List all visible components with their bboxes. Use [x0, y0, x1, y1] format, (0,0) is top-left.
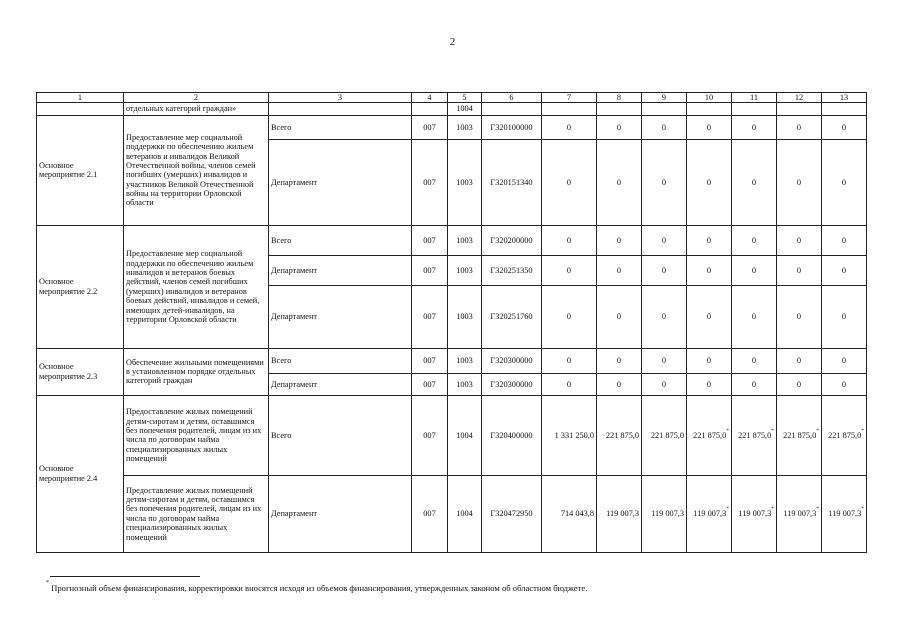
table-row [37, 395, 867, 475]
cell-value: Г320251760 [482, 285, 542, 348]
cell-value: 1 331 250,0 [542, 395, 597, 475]
cell-value: 221 875,0 [642, 395, 687, 475]
cell-value: 0 [597, 285, 642, 348]
cell-value: Г320472950 [482, 475, 542, 552]
cell-value: 0 [642, 225, 687, 255]
cell-value: 0 [597, 373, 642, 395]
cell-value: 0 [822, 255, 867, 285]
footnote-mark: * [726, 427, 729, 434]
cell-value: 119 007,3 [597, 475, 642, 552]
cell-value: 007 [412, 395, 448, 475]
cell-value: 0 [777, 348, 822, 373]
executor: Департамент [269, 285, 412, 348]
measure-description: Предоставление мер социальной поддержки по обеспечению жильем инвалидов и ветеранов боевых действий, членов семей погибших (умерших) инвалидов и ветеранов боевых действий, инвалидов и семей, имеющих детей-инвалидов, на территории Орловской области [124, 225, 269, 348]
cell-value: 1003 [448, 225, 482, 255]
cell-value: 0 [732, 348, 777, 373]
cell-value: 1004 [448, 475, 482, 552]
continuation-code: 1004 [448, 103, 482, 115]
cell-value: 0 [542, 348, 597, 373]
measure-description: Предоставление жилых помещений детям-сиротам и детям, оставшимся без попечения родителей, лицам из их числа по договорам найма специализированных жилых помещений [124, 475, 269, 552]
cell-value: 007 [412, 225, 448, 255]
footnote-text: Прогнозный объем финансирования, корректировки вносятся исходя из объемов финансирования, утвержденных законом об областном бюджете. [51, 583, 588, 593]
cell-value: 007 [412, 348, 448, 373]
cell-value: Г320200000 [482, 225, 542, 255]
footnote-separator [50, 576, 200, 577]
cell-value: Г320251350 [482, 255, 542, 285]
cell-value: 1003 [448, 348, 482, 373]
cell-value: 0 [642, 348, 687, 373]
cell-value: 0 [732, 115, 777, 139]
footnote-mark: * [861, 427, 864, 434]
cell-value: 119 007,3 [783, 509, 817, 519]
cell-value: 0 [822, 373, 867, 395]
cell-value: 714 043,8 [542, 475, 597, 552]
cell-value: 0 [597, 348, 642, 373]
executor: Департамент [269, 373, 412, 395]
cell-value: 0 [642, 373, 687, 395]
cell-value: 0 [597, 139, 642, 225]
cell-value: 0 [732, 373, 777, 395]
executor: Всего [269, 395, 412, 475]
cell-value: 0 [732, 255, 777, 285]
cell-value: 221 875,0 [828, 430, 862, 440]
cell-value: 007 [412, 285, 448, 348]
cell-value: 221 875,0 [738, 430, 772, 440]
cell-value: Г320151340 [482, 139, 542, 225]
cell-value: 0 [542, 373, 597, 395]
cell-value: 0 [542, 255, 597, 285]
executor: Департамент [269, 475, 412, 552]
executor: Всего [269, 115, 412, 139]
cell-value: Г320300000 [482, 348, 542, 373]
measure-description: Обеспечение жильными помещениями в установленном порядке отдельных категорий граждан [124, 348, 269, 395]
footnote-mark: * [771, 427, 774, 434]
cell-value: 007 [412, 115, 448, 139]
measure-description: Предоставление мер социальной поддержки по обеспечению жильем ветеранов и инвалидов Великой Отечественной войны, членов семей погибших (умерших) инвалидов и участников Великой Отечественной войны на территории Орловской области [124, 115, 269, 225]
cell-value: 0 [822, 115, 867, 139]
cell-value: 221 875,0 [693, 430, 727, 440]
cell-value: 0 [542, 115, 597, 139]
table-row [37, 475, 867, 552]
cell-value: 1003 [448, 139, 482, 225]
measure-name: Основное мероприятие 2.4 [37, 395, 124, 552]
cell-value: 119 007,3 [738, 509, 772, 519]
footnote-mark: * [726, 506, 729, 513]
col-header: 2 [124, 93, 269, 103]
cell-value: Г320100000 [482, 115, 542, 139]
continuation-row [37, 103, 867, 115]
cell-value: 0 [687, 285, 732, 348]
cell-value: 0 [777, 285, 822, 348]
cell-value: 0 [777, 225, 822, 255]
cell-value: Г320400000 [482, 395, 542, 475]
measure-name: Основное мероприятие 2.2 [37, 225, 124, 348]
cell-value: 0 [732, 225, 777, 255]
table-row [37, 348, 867, 373]
footnote-mark: * [816, 506, 819, 513]
cell-value: 0 [687, 348, 732, 373]
col-header: 6 [482, 93, 542, 103]
cell-value: 0 [777, 255, 822, 285]
cell-value: 0 [822, 348, 867, 373]
cell-value: 0 [732, 139, 777, 225]
cell-value: 0 [642, 115, 687, 139]
continuation-text: отдельных категорий граждан» [124, 103, 269, 115]
executor: Всего [269, 348, 412, 373]
col-header: 12 [777, 93, 822, 103]
col-header: 9 [642, 93, 687, 103]
col-header: 8 [597, 93, 642, 103]
cell-value: 0 [542, 225, 597, 255]
col-header: 3 [269, 93, 412, 103]
cell-value: 0 [597, 115, 642, 139]
cell-value: 0 [597, 255, 642, 285]
cell-value: 0 [642, 139, 687, 225]
cell-value: 0 [822, 285, 867, 348]
table-row [37, 225, 867, 255]
cell-value: 0 [687, 115, 732, 139]
cell-value: 0 [777, 115, 822, 139]
executor: Департамент [269, 255, 412, 285]
page-number: 2 [449, 36, 456, 48]
footnote-mark: * [816, 427, 819, 434]
cell-value: 007 [412, 255, 448, 285]
cell-value: 007 [412, 373, 448, 395]
measure-name: Основное мероприятие 2.3 [37, 348, 124, 395]
col-header: 13 [822, 93, 867, 103]
col-header: 11 [732, 93, 777, 103]
header-row [37, 93, 867, 103]
cell-value: 0 [597, 225, 642, 255]
cell-value: 0 [642, 285, 687, 348]
executor: Всего [269, 225, 412, 255]
measure-description: Предоставление жилых помещений детям-сиротам и детям, оставшимся без попечения родителей, лицам из их числа по договорам найма специализированных жилых помещений [124, 395, 269, 475]
cell-value: 1003 [448, 255, 482, 285]
executor: Департамент [269, 139, 412, 225]
cell-value: 0 [732, 285, 777, 348]
cell-value: 1003 [448, 373, 482, 395]
cell-value: 0 [542, 285, 597, 348]
col-header: 10 [687, 93, 732, 103]
footnote-mark: * [861, 506, 864, 513]
footnote [46, 580, 588, 593]
col-header: 5 [448, 93, 482, 103]
cell-value: 221 875,0 [783, 430, 817, 440]
cell-value: 007 [412, 139, 448, 225]
col-header: 4 [412, 93, 448, 103]
table-row [37, 115, 867, 139]
col-header: 7 [542, 93, 597, 103]
cell-value: 1003 [448, 285, 482, 348]
cell-value: 119 007,3 [642, 475, 687, 552]
cell-value: 119 007,3 [693, 509, 727, 519]
col-header: 1 [37, 93, 124, 103]
cell-value: 0 [687, 139, 732, 225]
cell-value: Г320300000 [482, 373, 542, 395]
budget-table [36, 92, 867, 553]
footnote-mark: * [771, 506, 774, 513]
cell-value: 0 [777, 373, 822, 395]
cell-value: 1003 [448, 115, 482, 139]
cell-value: 0 [777, 139, 822, 225]
cell-value: 1004 [448, 395, 482, 475]
cell-value: 0 [687, 225, 732, 255]
measure-name: Основное мероприятие 2.1 [37, 115, 124, 225]
cell-value: 119 007,3 [828, 509, 862, 519]
cell-value: 007 [412, 475, 448, 552]
cell-value: 0 [687, 373, 732, 395]
cell-value: 0 [822, 225, 867, 255]
cell-value: 221 875,0 [597, 395, 642, 475]
cell-value: 0 [542, 139, 597, 225]
cell-value: 0 [822, 139, 867, 225]
cell-value: 0 [687, 255, 732, 285]
footnote-mark: * [46, 580, 49, 586]
cell-value: 0 [642, 255, 687, 285]
